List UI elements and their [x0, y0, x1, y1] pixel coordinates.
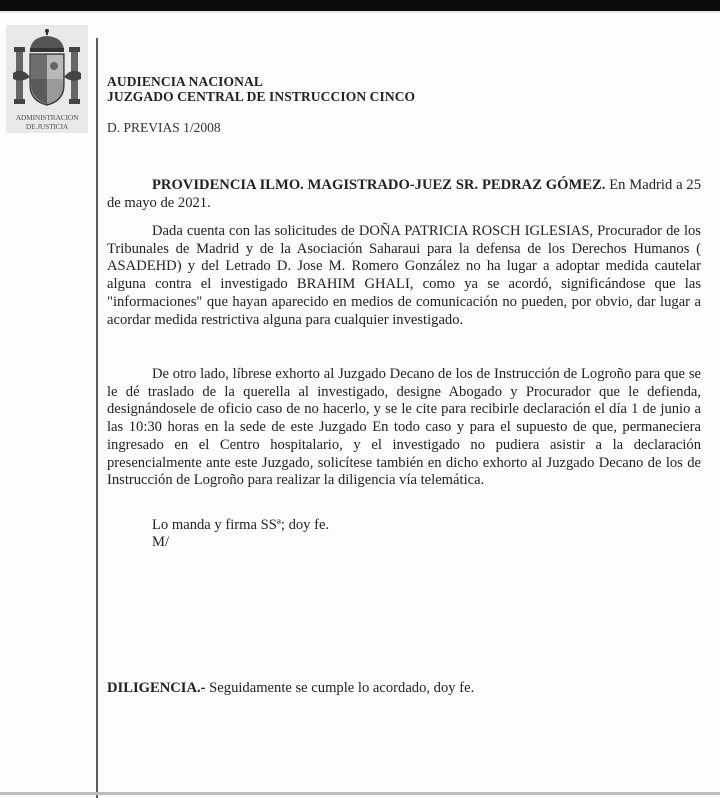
court-division: JUZGADO CENTRAL DE INSTRUCCION CINCO	[107, 89, 416, 104]
providencia-title: PROVIDENCIA ILMO. MAGISTRADO-JUEZ SR. PEDRAZ GÓMEZ.	[152, 177, 606, 193]
signature-line2: M/	[152, 534, 170, 550]
paragraph-1: Dada cuenta con las solicitudes de DOÑA PATRICIA ROSCH IGLESIAS, Procurador de los Tribunales de Madrid y de la Asociación Saharaui para la defensa de los Derechos Humanos ( ASADEHD) y del Letrado D. Jose M. Romero González no ha lugar a adoptar medida cautelar alguna contra el investigado BRAHIM GHALI, como ya se acordó, significándose que las "informaciones" que hayan aparecido en medios de comunicación no pueden, por obvio, dar lugar a acordar medida restrictiva alguna para cualquier investigado.	[107, 223, 701, 328]
providencia-heading	[107, 177, 701, 212]
margin-rule	[96, 38, 98, 798]
coat-of-arms-icon	[10, 27, 84, 111]
case-reference: D. PREVIAS 1/2008	[107, 120, 221, 135]
diligencia	[107, 680, 474, 697]
signature-block	[152, 517, 329, 551]
coat-of-arms-logo	[6, 25, 88, 133]
logo-caption-line2: DE JUSTICIA	[25, 122, 69, 131]
diligencia-text: Seguidamente se cumple lo acordado, doy fe.	[205, 680, 475, 696]
court-name: AUDIENCIA NACIONAL	[107, 74, 263, 89]
signature-line1: Lo manda y firma SSª; doy fe.	[152, 517, 330, 533]
providencia-date: En Madrid a 25 de mayo de 2021.	[107, 177, 701, 211]
diligencia-label: DILIGENCIA.-	[107, 680, 206, 696]
logo-caption-line1: ADMINISTRACION	[15, 113, 79, 122]
paragraph-2: De otro lado, líbrese exhorto al Juzgado Decano de los de Instrucción de Logroño para que se le dé traslado de la querella al investigado, designe Abogado y Procurador que le defienda, designándosele de oficio caso de no hacerlo, y se le cite para recibirle declaración el día 1 de junio a las 10:30 horas en la sede de este Juzgado En todo caso y para el supuesto de que, permaneciera ingresado en el Centro hospitalario, y el investigado no pudiera asistir a la declaración presencialmente ante este Juzgado, solicítese también en dicho exhorto al Juzgado Decano de los de Instrucción de Logroño para realizar la diligencia vía telemática.	[107, 366, 701, 489]
top-bar	[0, 0, 720, 11]
top-bar-divider	[0, 11, 720, 13]
